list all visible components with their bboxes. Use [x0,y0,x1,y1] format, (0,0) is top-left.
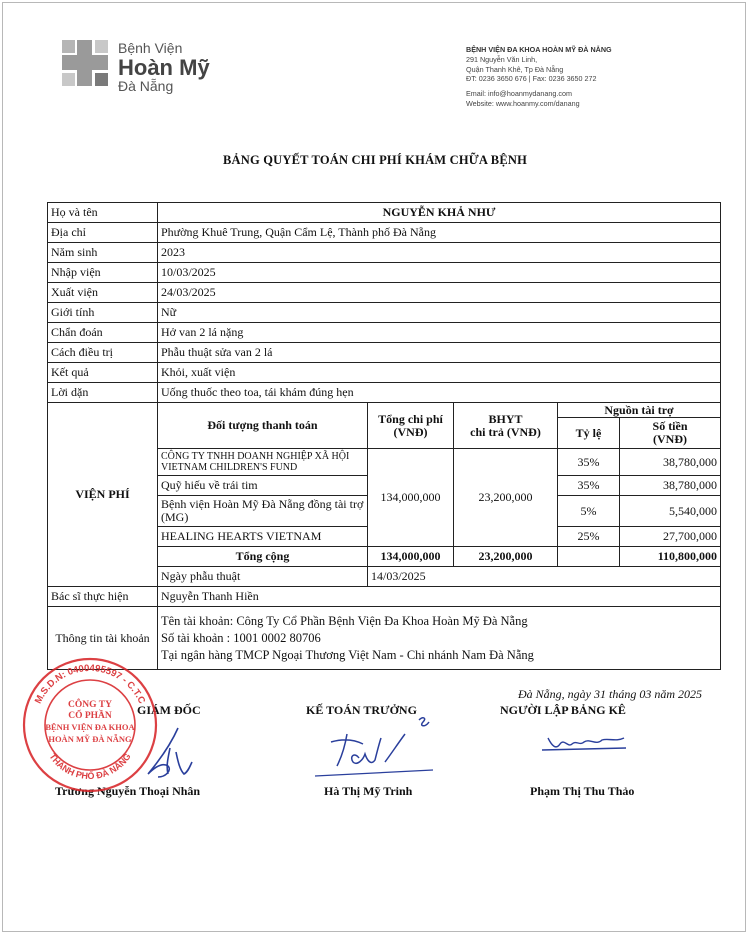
row-admit [48,263,721,283]
payer-ratio: 35% [558,476,620,496]
value-advice: Uống thuốc theo toa, tái khám đúng hẹn [158,383,721,403]
label-result: Kết quả [48,363,158,383]
label-address: Địa chỉ [48,223,158,243]
hospital-name: BỆNH VIỆN ĐA KHOA HOÀN MỸ ĐÀ NẴNG [466,45,612,54]
col-total-line1: Tổng chi phí [378,411,443,426]
value-gender: Nữ [158,303,721,323]
col-total [368,403,454,449]
fees-header-row-1 [48,403,721,418]
preparer-signature-icon [538,728,628,758]
value-result: Khỏi, xuất viện [158,363,721,383]
value-treatment: Phẫu thuật sửa van 2 lá [158,343,721,363]
col-bhyt [454,403,558,449]
row-doctor [48,587,721,607]
row-advice [48,383,721,403]
row-treatment [48,343,721,363]
col-bhyt-line1: BHYT [488,411,523,426]
director-name: Trương Nguyễn Thoại Nhân [55,784,201,798]
payer-name: Quỹ hiếu về trái tim [158,476,368,496]
total-cost: 134,000,000 [368,449,454,547]
payer-amount: 38,780,000 [620,476,721,496]
col-amount-line2: (VNĐ) [653,432,688,446]
value-diagnosis: Hở van 2 lá nặng [158,323,721,343]
preparer-name: Phạm Thị Thu Thảo [530,784,635,798]
label-treatment: Cách điều trị [48,343,158,363]
payer-ratio: 25% [558,527,620,547]
label-discharge: Xuất viện [48,283,158,303]
payer-ratio: 5% [558,496,620,527]
stamp-line-2: CỔ PHẦN [68,711,112,721]
payer-name: CÔNG TY TNHH DOANH NGHIỆP XÃ HỘI VIETNAM CHILDREN'S FUND [158,449,368,476]
director-role: GIÁM ĐỐC [137,703,201,717]
stamp-city: THÀNH PHỐ ĐÀ NẴNG [47,751,133,782]
col-amount [620,418,721,449]
logo-line-2: Hoàn Mỹ [118,54,210,80]
sum-bhyt: 23,200,000 [454,547,558,567]
sign-date: Đà Nẵng, ngày 31 tháng 03 năm 2025 [518,687,702,701]
account-name: Tên tài khoản: Công Ty Cổ Phần Bệnh Viện Đa Khoa Hoàn Mỹ Đà Nẵng [161,613,528,628]
label-birth: Năm sinh [48,243,158,263]
col-total-line2: (VNĐ) [393,424,428,439]
payer-name: HEALING HEARTS VIETNAM [158,527,368,547]
row-result [48,363,721,383]
label-account: Thông tin tài khoản [48,607,158,670]
stamp-line-1: CÔNG TY [68,700,112,710]
payer-amount: 27,700,000 [620,527,721,547]
account-number: Số tài khoản : 1001 0002 80706 [161,630,321,645]
stamp-line-3: BỆNH VIỆN ĐA KHOA [45,722,135,732]
col-payer: Đối tượng thanh toán [158,403,368,449]
row-name [48,203,721,223]
label-doctor: Bác sĩ thực hiện [48,587,158,607]
payer-name: Bệnh viện Hoàn Mỹ Đà Nẵng đồng tài trợ (MG) [158,496,368,527]
hospital-address-2: Quận Thanh Khê, Tp Đà Nẵng [466,64,564,74]
hospital-email: Email: info@hoanmydanang.com [466,89,572,99]
document-title: BẢNG QUYẾT TOÁN CHI PHÍ KHÁM CHỮA BỆNH [222,153,528,167]
payer-ratio: 35% [558,449,620,476]
col-funding: Nguồn tài trợ [558,403,721,418]
row-diagnosis [48,323,721,343]
stamp-line-4: HOÀN MỸ ĐÀ NẴNG [48,734,132,744]
svg-text:THÀNH PHỐ ĐÀ NẴNG [47,751,132,781]
hospital-phone: ĐT: 0236 3650 676 | Fax: 0236 3650 272 [466,74,597,84]
account-bank: Tại ngân hàng TMCP Ngoại Thương Việt Nam - Chi nhánh Nam Đà Nẵng [161,647,534,662]
value-admit: 10/03/2025 [158,263,721,283]
value-account [158,607,721,670]
company-stamp-icon [20,655,160,795]
accountant-name: Hà Thị Mỹ Trinh [324,784,413,798]
logo-line-3: Đà Nẵng [118,77,174,94]
row-gender [48,303,721,323]
row-discharge [48,283,721,303]
payer-amount: 5,540,000 [620,496,721,527]
value-surgery-date: 14/03/2025 [368,567,721,587]
sum-label: Tổng cộng [158,547,368,567]
row-birth [48,243,721,263]
stamp-tax-code: M.S.D.N: 0400495597 - C.T.C [32,662,148,706]
hospital-website: Website: www.hoanmy.com/danang [466,98,580,108]
logo-line-1: Bệnh Viện [118,40,183,56]
accountant-signature-icon [305,712,435,778]
hospital-address-1: 291 Nguyễn Văn Linh, [466,54,538,64]
sum-amount: 110,800,000 [620,547,721,567]
label-diagnosis: Chẩn đoán [48,323,158,343]
bhyt-paid: 23,200,000 [454,449,558,547]
label-advice: Lời dặn [48,383,158,403]
hospital-contact-info [466,45,612,109]
col-bhyt-line2: chi trả (VNĐ) [470,424,541,439]
payer-amount: 38,780,000 [620,449,721,476]
label-admit: Nhập viện [48,263,158,283]
value-address: Phường Khuê Trung, Quận Cẩm Lệ, Thành phố Đà Nẵng [158,223,721,243]
fees-section-label: VIỆN PHÍ [48,403,158,587]
label-surgery-date: Ngày phẫu thuật [158,567,368,587]
preparer-role: NGƯỜI LẬP BẢNG KÊ [500,703,626,717]
col-ratio: Tỷ lệ [558,418,620,449]
sum-total: 134,000,000 [368,547,454,567]
label-name: Họ và tên [48,203,158,223]
value-discharge: 24/03/2025 [158,283,721,303]
row-address [48,223,721,243]
hospital-logo-icon [62,40,108,86]
value-name: NGUYỄN KHẢ NHƯ [158,203,721,223]
col-amount-line1: Số tiền [652,419,688,433]
settlement-table [47,202,721,670]
value-birth: 2023 [158,243,721,263]
label-gender: Giới tính [48,303,158,323]
accountant-role: KẾ TOÁN TRƯỞNG [306,703,417,717]
value-doctor: Nguyễn Thanh Hiền [158,587,721,607]
hospital-logo-text [118,41,210,93]
